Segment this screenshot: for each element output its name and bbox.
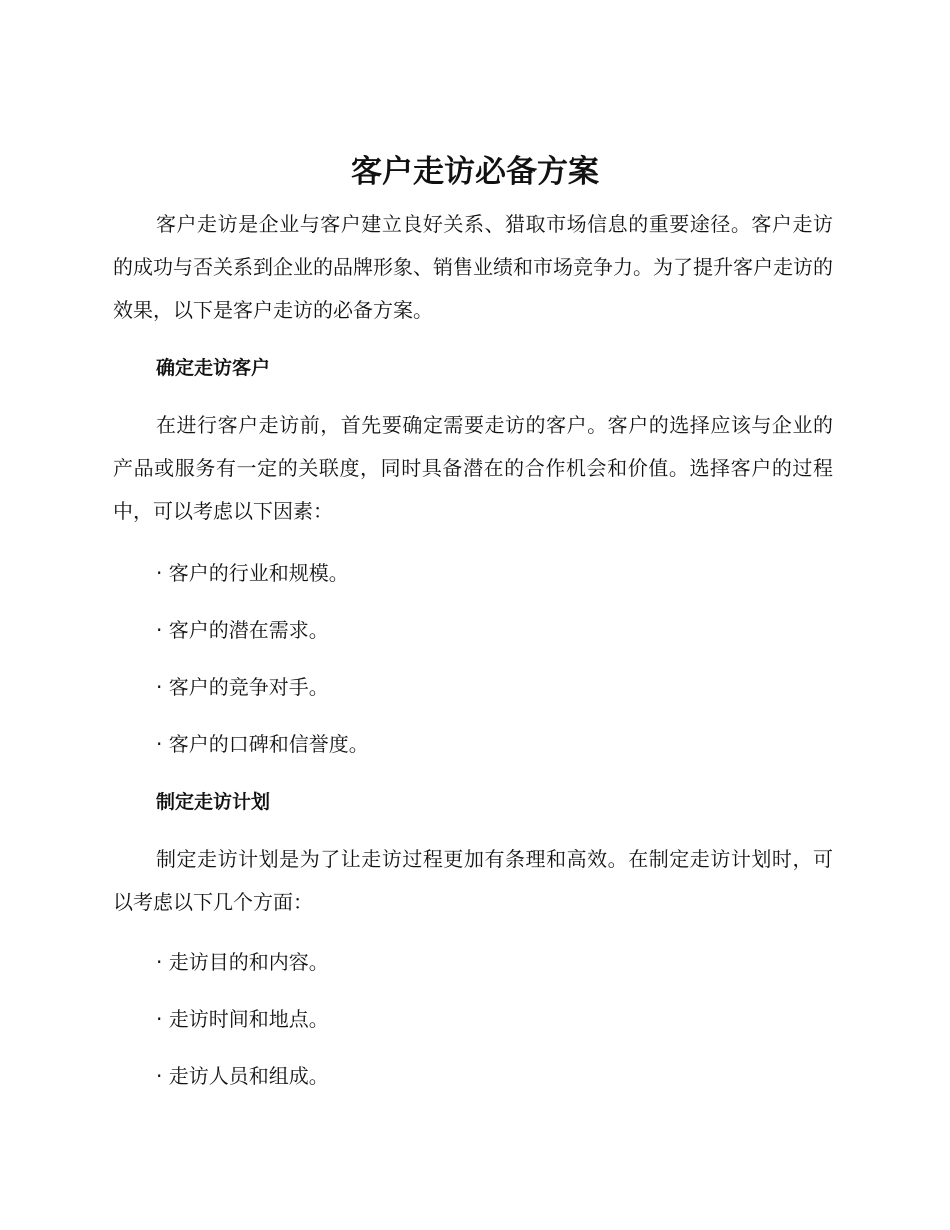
section-heading-make-plan: 制定走访计划 — [156, 791, 271, 813]
section-paragraph-make-plan: 制定走访计划是为了让走访过程更加有条理和高效。在制定走访计划时，可以考虑以下几个方面： — [113, 847, 833, 914]
list-item: · 客户的潜在需求。 — [156, 618, 329, 642]
section-paragraph-select-customers: 在进行客户走访前，首先要确定需要走访的客户。客户的选择应该与企业的产品或服务有一定的关联度，同时具备潜在的合作机会和价值。选择客户的过程中，可以考虑以下因素： — [113, 413, 833, 523]
list-item: · 客户的口碑和信誉度。 — [156, 732, 369, 756]
list-item: · 走访目的和内容。 — [156, 950, 329, 974]
document-title: 客户走访必备方案 — [351, 154, 599, 190]
intro-paragraph: 客户走访是企业与客户建立良好关系、猎取市场信息的重要途径。客户走访的成功与否关系到企业的品牌形象、销售业绩和市场竞争力。为了提升客户走访的效果，以下是客户走访的必备方案。 — [113, 212, 833, 322]
list-item: · 走访人员和组成。 — [156, 1064, 329, 1088]
list-item: · 客户的行业和规模。 — [156, 561, 349, 585]
list-item: · 走访时间和地点。 — [156, 1007, 329, 1031]
section-heading-select-customers: 确定走访客户 — [156, 357, 271, 379]
list-item: · 客户的竞争对手。 — [156, 675, 329, 699]
